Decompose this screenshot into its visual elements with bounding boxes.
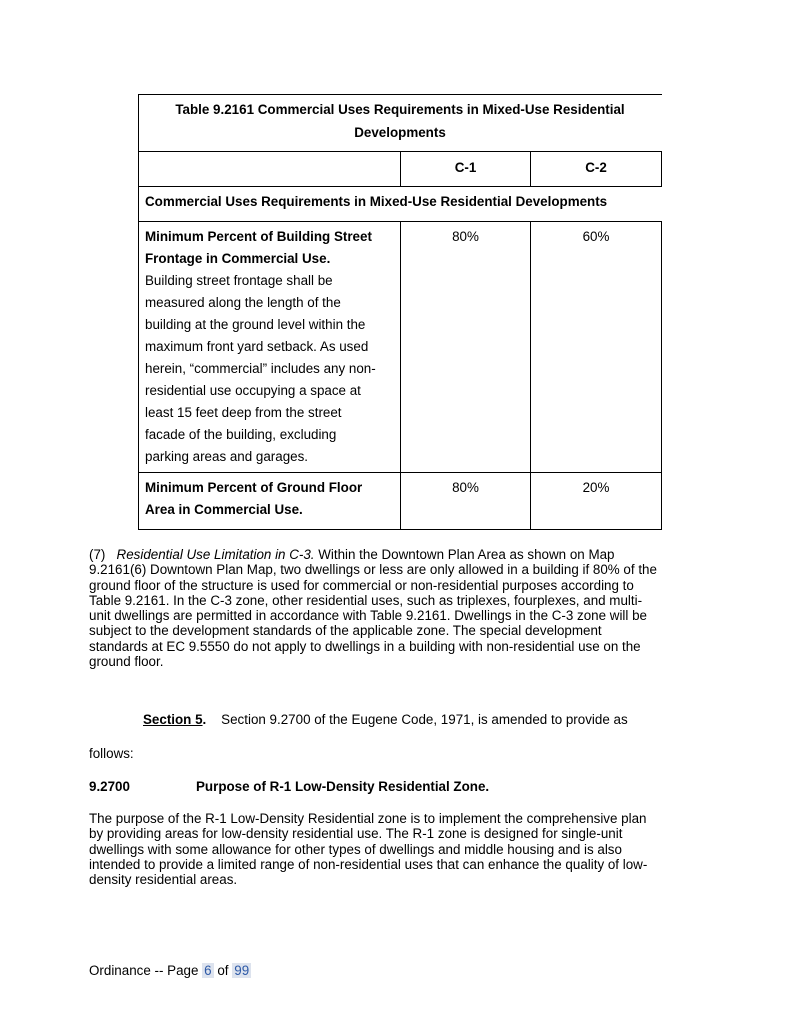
table-section-header: Commercial Uses Requirements in Mixed-Use Residential Developments xyxy=(145,194,608,209)
paragraph-line: density residential areas. xyxy=(89,872,238,888)
section-5-label: Section 5 xyxy=(143,712,203,727)
footer-of: of xyxy=(217,963,229,978)
column-header-c1: C-1 xyxy=(454,160,477,175)
table-row-label xyxy=(145,477,397,521)
paragraph-line: 9.2161(6) Downtown Plan Map, two dwellings or less are only allowed in a building if 80% of the xyxy=(89,562,657,578)
paragraph-number: (7) xyxy=(89,547,106,562)
paragraph-line: unit dwellings are permitted in accordance with Table 9.2161. Dwellings in the C-3 zone will be xyxy=(89,608,647,624)
row-label-body: residential use occupying a space at xyxy=(145,383,361,398)
paragraph-title: Residential Use Limitation in C-3. xyxy=(116,547,315,562)
row2-c1-value: 80% xyxy=(452,480,479,495)
paragraph-line: intended to provide a limited range of non-residential uses that can enhance the quality of low- xyxy=(89,856,648,872)
paragraph-line: The purpose of the R-1 Low-Density Residential zone is to implement the comprehensive plan xyxy=(89,811,647,826)
section-5-text: Section 9.2700 of the Eugene Code, 1971, is amended to provide as xyxy=(221,712,628,727)
section-5-continuation: follows: xyxy=(89,746,134,761)
table-top-border xyxy=(138,94,662,95)
row-label-body: parking areas and garages. xyxy=(145,449,309,464)
paragraph-line: Table 9.2161. In the C-3 zone, other residential uses, such as triplexes, fourplexes, and multi- xyxy=(89,592,643,608)
table-title xyxy=(139,98,661,144)
section-title: Purpose of R-1 Low-Density Residential Zone. xyxy=(196,779,490,794)
row-label-body: Building street frontage shall be xyxy=(145,273,333,288)
page-footer xyxy=(89,963,251,978)
table-title-line: Developments xyxy=(354,125,446,140)
column-header-c2: C-2 xyxy=(585,160,607,175)
row-label-bold: Minimum Percent of Ground Floor xyxy=(145,480,363,495)
section-5-intro: Section 5. Section 9.2700 of the Eugene Code, 1971, is amended to provide as xyxy=(143,712,628,727)
row-label-body: facade of the building, excluding xyxy=(145,427,337,442)
paragraph-line: ground floor of the structure is used for commercial or non-residential purposes according to xyxy=(89,577,634,593)
footer-prefix: Ordinance -- Page xyxy=(89,963,199,978)
row2-c2-value: 20% xyxy=(582,480,610,495)
row-label-body: herein, “commercial” includes any non- xyxy=(145,361,376,376)
section-9-2700-body xyxy=(89,811,714,887)
section-number: 9.2700 xyxy=(89,779,130,794)
paragraph-line: dwellings with some allowance for other types of dwellings and middle housing and is also xyxy=(89,841,622,857)
row1-c1-value: 80% xyxy=(452,229,479,244)
paragraph-7 xyxy=(89,547,714,669)
paragraph-line xyxy=(89,547,714,562)
section-heading-9-2700 xyxy=(89,779,489,794)
paragraph-line: standards at EC 9.5550 do not apply to dwellings in a building with non-residential use on the xyxy=(89,638,641,654)
table-right-border xyxy=(661,151,662,187)
current-page-field[interactable]: 6 xyxy=(204,963,212,978)
paragraph-text: Within the Downtown Plan Area as shown on Map xyxy=(314,547,615,562)
row-label-body: building at the ground level within the xyxy=(145,317,366,332)
table-title-line: Table 9.2161 Commercial Uses Requirements in Mixed-Use Residential xyxy=(175,102,625,117)
row-label-bold: Frontage in Commercial Use. xyxy=(145,251,331,266)
table-right-border xyxy=(661,221,662,530)
row-label-body: measured along the length of the xyxy=(145,295,341,310)
table-left-border xyxy=(138,94,139,530)
row-label-bold: Area in Commercial Use. xyxy=(145,502,303,517)
row-label-body: maximum front yard setback. As used xyxy=(145,339,369,354)
paragraph-line: ground floor. xyxy=(89,654,164,670)
total-pages-field[interactable]: 99 xyxy=(234,963,250,978)
table-row-label xyxy=(145,226,397,468)
row-label-bold: Minimum Percent of Building Street xyxy=(145,229,372,244)
row-label-body: least 15 feet deep from the street xyxy=(145,405,342,420)
paragraph-line: by providing areas for low-density residential use. The R-1 zone is designed for single-unit xyxy=(89,826,623,842)
paragraph-line: subject to the development standards of the applicable zone. The special development xyxy=(89,623,602,639)
row1-c2-value: 60% xyxy=(582,229,610,244)
